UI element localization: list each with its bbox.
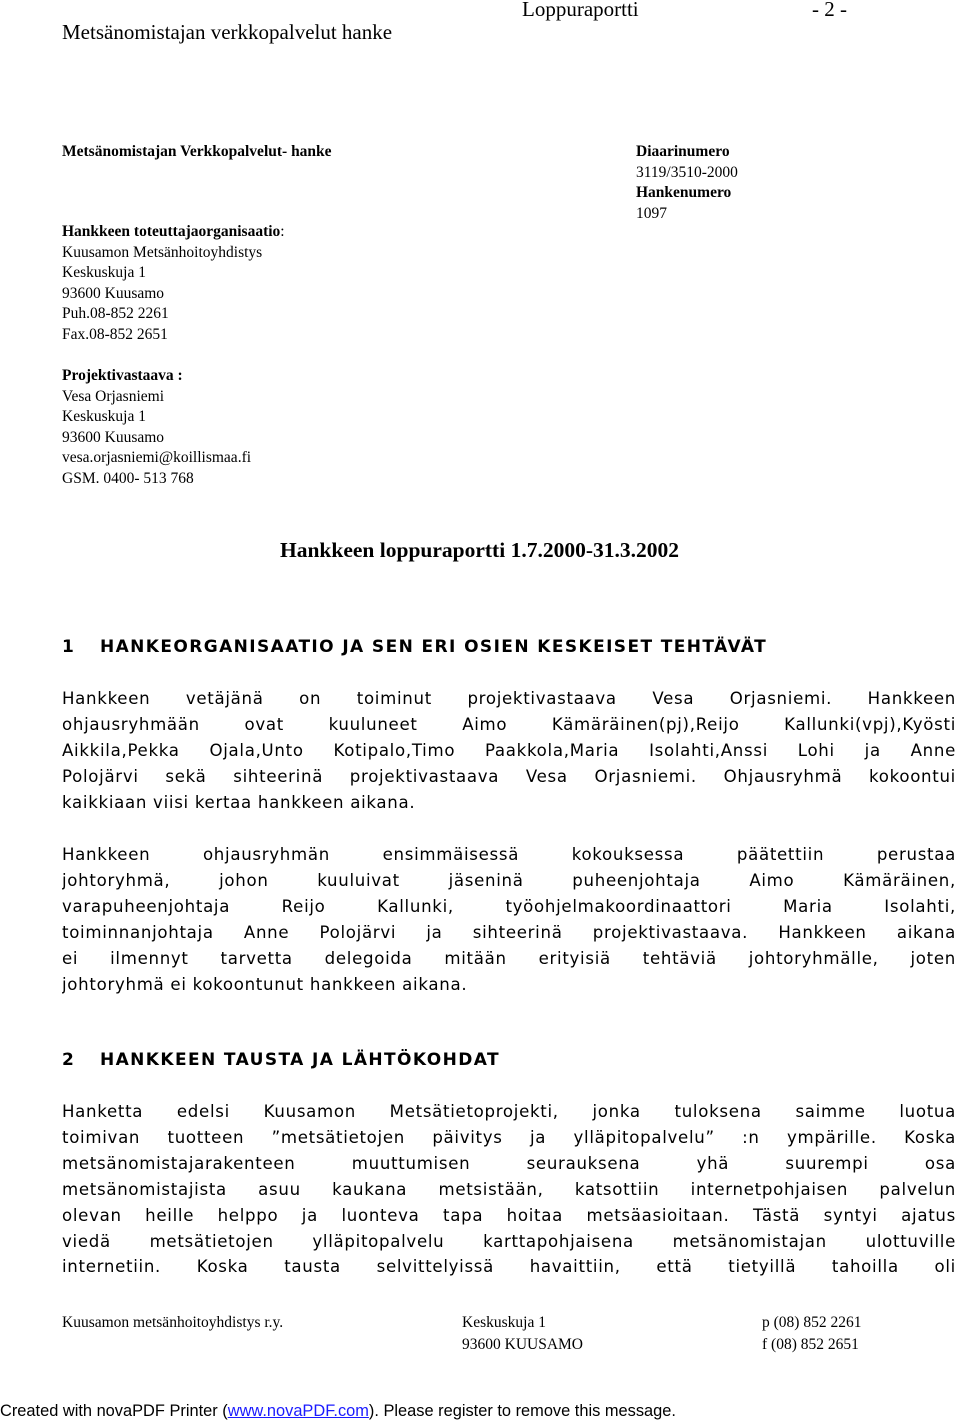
org-line: Keskuskuja 1 — [62, 264, 146, 282]
section-1-paragraph-1 — [62, 686, 956, 816]
text-line: johtoryhmä, johon kuuluivat jäseninä puheenjohtaja Aimo Kämäräinen, — [62, 870, 956, 890]
novapdf-banner: Created with novaPDF Printer (www.novaPDF.com). Please register to remove this message. — [0, 1402, 676, 1420]
text-line: Hankkeen vetäjänä on toiminut projektivastaava Vesa Orjasniemi. Hankkeen — [62, 689, 956, 708]
text-line: Hanketta edelsi Kuusamon Metsätietoprojekti, jonka tuloksena saimme luotua — [62, 1102, 956, 1121]
footer-postal: 93600 KUUSAMO — [462, 1336, 583, 1353]
text-line: olevan heille helppo ja luonteva tapa hoitaa metsäasioitaan. Tästä syntyi ajatus — [62, 1205, 956, 1225]
section-number: 2 — [62, 1050, 76, 1070]
section-1-paragraph-2 — [62, 842, 956, 997]
text-line: viedä metsätietojen ylläpitopalvelu karttapohjaisena metsänomistajan ulottuville — [62, 1231, 956, 1251]
text-line: toiminnanjohtaja Anne Polojärvi ja sihteerinä projektivastaava. Hankkeen aikana — [62, 922, 956, 942]
org-block — [62, 222, 285, 346]
org-line: Kuusamon Metsänhoitoyhdistys — [62, 243, 263, 261]
footer-street: Keskuskuja 1 — [462, 1314, 546, 1331]
manager-line: vesa.orjasniemi@koillismaa.fi — [62, 449, 252, 467]
text-line: ohjausryhmään ovat kuuluneet Aimo Kämäräinen(pj),Reijo Kallunki(vpj),Kyösti — [62, 714, 956, 734]
org-heading: Hankkeen toteuttajaorganisaatio: — [62, 223, 285, 240]
header-page-number: - 2 - — [812, 0, 847, 21]
project-name: Metsänomistajan Verkkopalvelut- hanke — [62, 143, 332, 160]
manager-line: GSM. 0400- 513 768 — [62, 469, 194, 487]
header-project: Metsänomistajan verkkopalvelut hanke — [62, 20, 393, 44]
header-doc-type: Loppuraportti — [522, 0, 639, 21]
novapdf-link[interactable]: www.novaPDF.com — [227, 1402, 369, 1420]
project-number-value: 1097 — [636, 204, 667, 222]
diary-value: 3119/3510-2000 — [636, 163, 738, 181]
manager-block — [62, 366, 251, 490]
manager-heading: Projektivastaava : — [62, 367, 183, 384]
footer-org: Kuusamon metsänhoitoyhdistys r.y. — [62, 1314, 284, 1331]
diary-label: Diaarinumero — [636, 143, 730, 160]
project-number-label: Hankenumero — [636, 184, 732, 202]
text-line: Aikkila,Pekka Ojala,Unto Kotipalo,Timo Paakkola,Maria Isolahti,Anssi Lohi ja Anne — [62, 740, 956, 760]
section-title: HANKKEEN TAUSTA JA LÄHTÖKOHDAT — [100, 1050, 500, 1070]
section-1-heading — [62, 637, 767, 657]
text-line: toimivan tuotteen ”metsätietojen päivitys ja ylläpitopalvelu” :n ympärille. Koska — [62, 1127, 956, 1147]
text-line: ei ilmennyt tarvetta delegoida mitään erityisiä tehtäviä johtoryhmälle, joten — [62, 948, 956, 968]
footer-phone: p (08) 852 2261 — [762, 1314, 862, 1331]
section-2-heading — [62, 1050, 500, 1070]
text-line: internetiin. Koska tausta selvittelyissä havaittiin, että tietyillä tahoilla oli — [62, 1257, 956, 1277]
manager-line: Vesa Orjasniemi — [62, 387, 165, 405]
text-line: metsänomistajista asuu kaukana metsistään, katsottiin internetpohjaisen palvelun — [62, 1179, 956, 1199]
manager-line: 93600 Kuusamo — [62, 428, 165, 446]
text-line: johtoryhmä ei kokoontunut hankkeen aikana. — [62, 974, 468, 994]
report-title: Hankkeen loppuraportti 1.7.2000-31.3.2002 — [280, 538, 679, 562]
section-title: HANKEORGANISAATIO JA SEN ERI OSIEN KESKEISET TEHTÄVÄT — [100, 637, 768, 657]
org-line: Puh.08-852 2261 — [62, 305, 169, 323]
section-2-paragraph-1 — [62, 1099, 956, 1280]
section-number: 1 — [62, 637, 76, 657]
text-line: varapuheenjohtaja Reijo Kallunki, työohjelmakoordinaattori Maria Isolahti, — [62, 896, 956, 916]
org-line: 93600 Kuusamo — [62, 284, 165, 302]
diary-block — [636, 142, 738, 224]
footer-fax: f (08) 852 2651 — [762, 1336, 859, 1353]
text-line: kaikkiaan viisi kertaa hankkeen aikana. — [62, 792, 416, 812]
text-line: metsänomistajarakenteen muuttumisen seurauksena yhä suurempi osa — [62, 1153, 956, 1173]
text-line: Hankkeen ohjausryhmän ensimmäisessä kokouksessa päätettiin perustaa — [62, 845, 956, 864]
text-line: Polojärvi sekä sihteerinä projektivastaava Vesa Orjasniemi. Ohjausryhmä kokoontui — [62, 766, 956, 786]
org-line: Fax.08-852 2651 — [62, 325, 168, 343]
manager-line: Keskuskuja 1 — [62, 408, 146, 426]
